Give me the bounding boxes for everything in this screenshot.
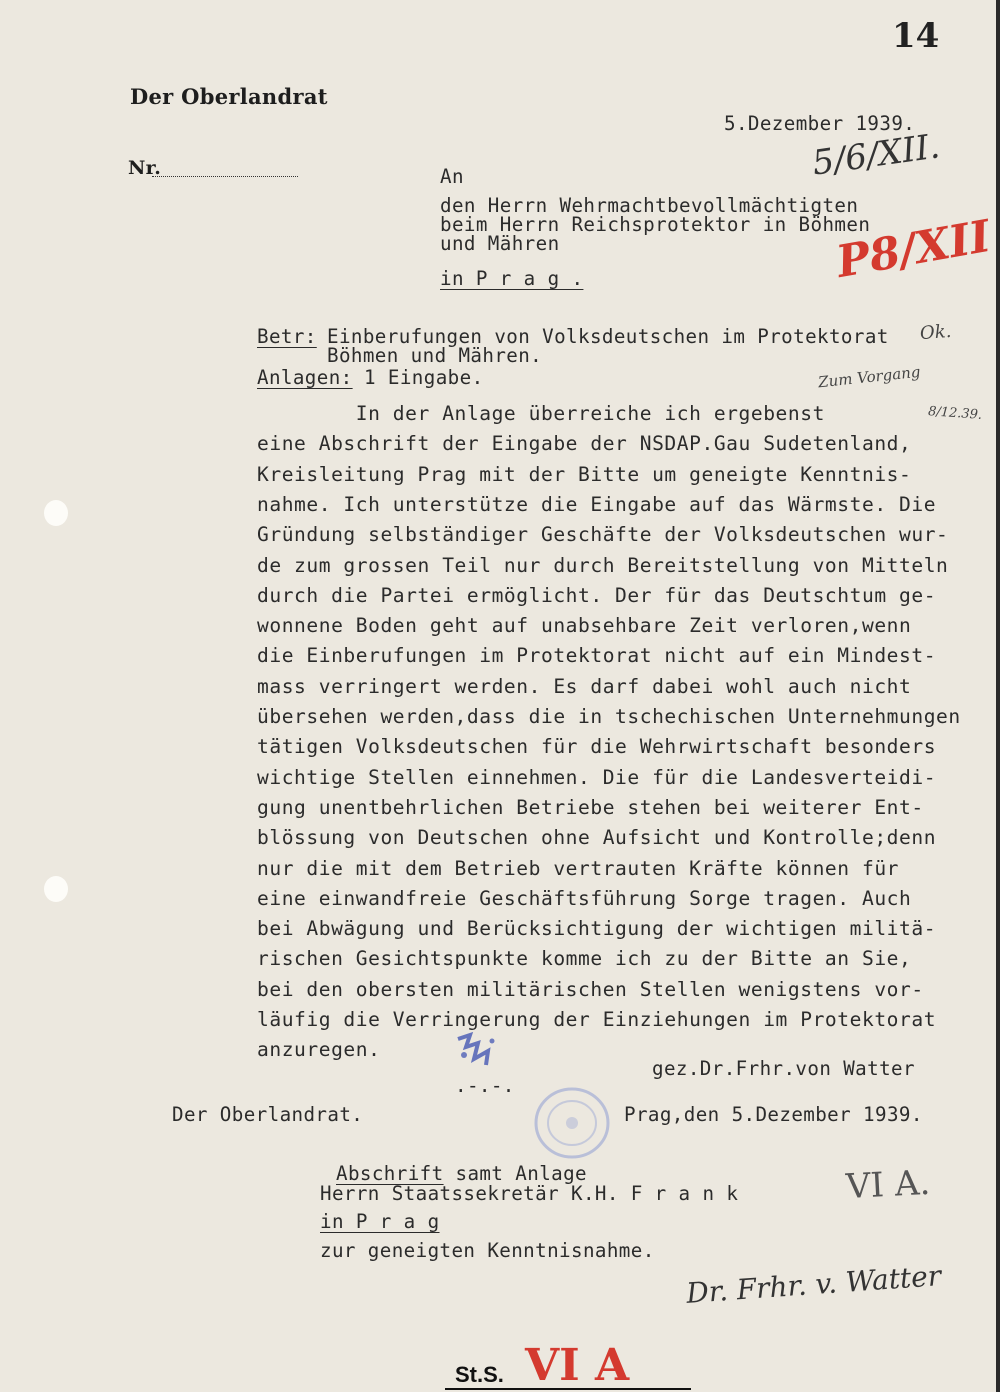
copy-purpose: zur geneigten Kenntnisnahme. [320, 1239, 655, 1262]
margin-note-2: 8/12.39. [927, 404, 983, 423]
handwritten-date-initials: 5/6/XII. [809, 126, 943, 184]
body-line: bei Abwägung und Berücksichtigung der wichtigen militä- [257, 917, 937, 940]
body-line: übersehen werden,dass die in tschechischen Unternehmungen [257, 705, 961, 728]
recipient-line-2: beim Herrn Reichsprotektor in Böhmen [440, 213, 871, 236]
body-line: läufig die Verringerung der Einziehungen im Protektorat [257, 1008, 937, 1031]
margin-note-1: Zum Vorgang [817, 362, 922, 392]
ref-number-field [152, 176, 298, 177]
attachments-label: Anlagen: [257, 366, 353, 389]
sts-red-numeral: VI A [525, 1340, 630, 1391]
handwritten-signature: Dr. Frhr. v. Watter [685, 1259, 943, 1310]
punch-hole-top [44, 500, 68, 526]
punch-hole-bottom [44, 876, 68, 902]
margin-ok: Ok. [919, 320, 953, 345]
body-line: anzuregen. [257, 1038, 381, 1061]
subject-line-1: Einberufungen von Volksdeutschen im Protektorat [327, 325, 889, 348]
attachments-value: 1 Eingabe. [364, 366, 484, 389]
letterhead: Der Oberlandrat [130, 84, 328, 109]
body-line: tätigen Volksdeutschen für die Wehrwirtschaft besonders [257, 735, 937, 758]
body-line: durch die Partei ermöglicht. Der für das Deutschtum ge- [257, 584, 937, 607]
body-line: blössung von Deutschen ohne Aufsicht und Kontrolle;denn [257, 826, 937, 849]
body-line: eine Abschrift der Eingabe der NSDAP.Gau Sudetenland, [257, 432, 912, 455]
body-line: gung unentbehrlichen Betriebe stehen bei weiterer Ent- [257, 796, 924, 819]
recipient-an: An [440, 165, 464, 188]
round-stamp-icon [520, 1078, 620, 1168]
body-line: rischen Gesichtspunkte komme ich zu der Bitte an Sie, [257, 947, 912, 970]
page-number: 14 [892, 16, 940, 56]
body-line: bei den obersten militärischen Stellen wenigstens vor- [257, 978, 924, 1001]
copy-recipient: Herrn Staatssekretär K.H. F r a n k [320, 1182, 739, 1205]
red-pencil-mark: P8/XII [832, 210, 995, 289]
body-line: wonnene Boden geht auf unabsehbare Zeit verloren,wenn [257, 614, 912, 637]
ink-smudge-icon [448, 1025, 508, 1075]
recipient-line-3: und Mähren [440, 232, 560, 255]
body-line: Gründung selbständiger Geschäfte der Volksdeutschen wur- [257, 523, 949, 546]
sts-label: St.S. [455, 1362, 504, 1387]
body-line: eine einwandfreie Geschäftsführung Sorge tragen. Auch [257, 887, 912, 910]
footer-sender: Der Oberlandrat. [172, 1103, 364, 1126]
handwritten-vi-a: VI A. [845, 1162, 932, 1208]
scan-edge [996, 0, 1000, 1392]
body-line: nahme. Ich unterstütze die Eingabe auf das Wärmste. Die [257, 493, 937, 516]
ref-label: Nr. [128, 157, 162, 179]
subject-line-2: Böhmen und Mähren. [327, 344, 543, 367]
footer-place-date: Prag,den 5.Dezember 1939. [624, 1103, 923, 1126]
body-line: nur die mit dem Betrieb vertrauten Kräfte können für [257, 857, 900, 880]
body-line: die Einberufungen im Protektorat nicht auf ein Mindest- [257, 644, 937, 667]
separator: .-.-. [455, 1074, 515, 1097]
copy-city: in P r a g [320, 1210, 440, 1233]
body-line: mass verringert werden. Es darf dabei wohl auch nicht [257, 675, 912, 698]
copy-note-rest: samt Anlage [443, 1162, 588, 1185]
letter-date: 5.Dezember 1939. [724, 112, 916, 135]
body-line: wichtige Stellen einnehmen. Die für die Landesverteidi- [257, 766, 937, 789]
typed-signature: gez.Dr.Frhr.von Watter [652, 1057, 915, 1080]
body-line: Kreisleitung Prag mit der Bitte um geneigte Kenntnis- [257, 463, 912, 486]
body-line: In der Anlage überreiche ich ergebenst [257, 402, 825, 425]
recipient-line-1: den Herrn Wehrmachtbevollmächtigten [440, 194, 859, 217]
body-line: de zum grossen Teil nur durch Bereitstellung von Mitteln [257, 554, 949, 577]
recipient-city: in P r a g . [440, 267, 584, 290]
copy-note-underlined: Abschrift [336, 1162, 444, 1185]
subject-label: Betr: [257, 325, 317, 348]
